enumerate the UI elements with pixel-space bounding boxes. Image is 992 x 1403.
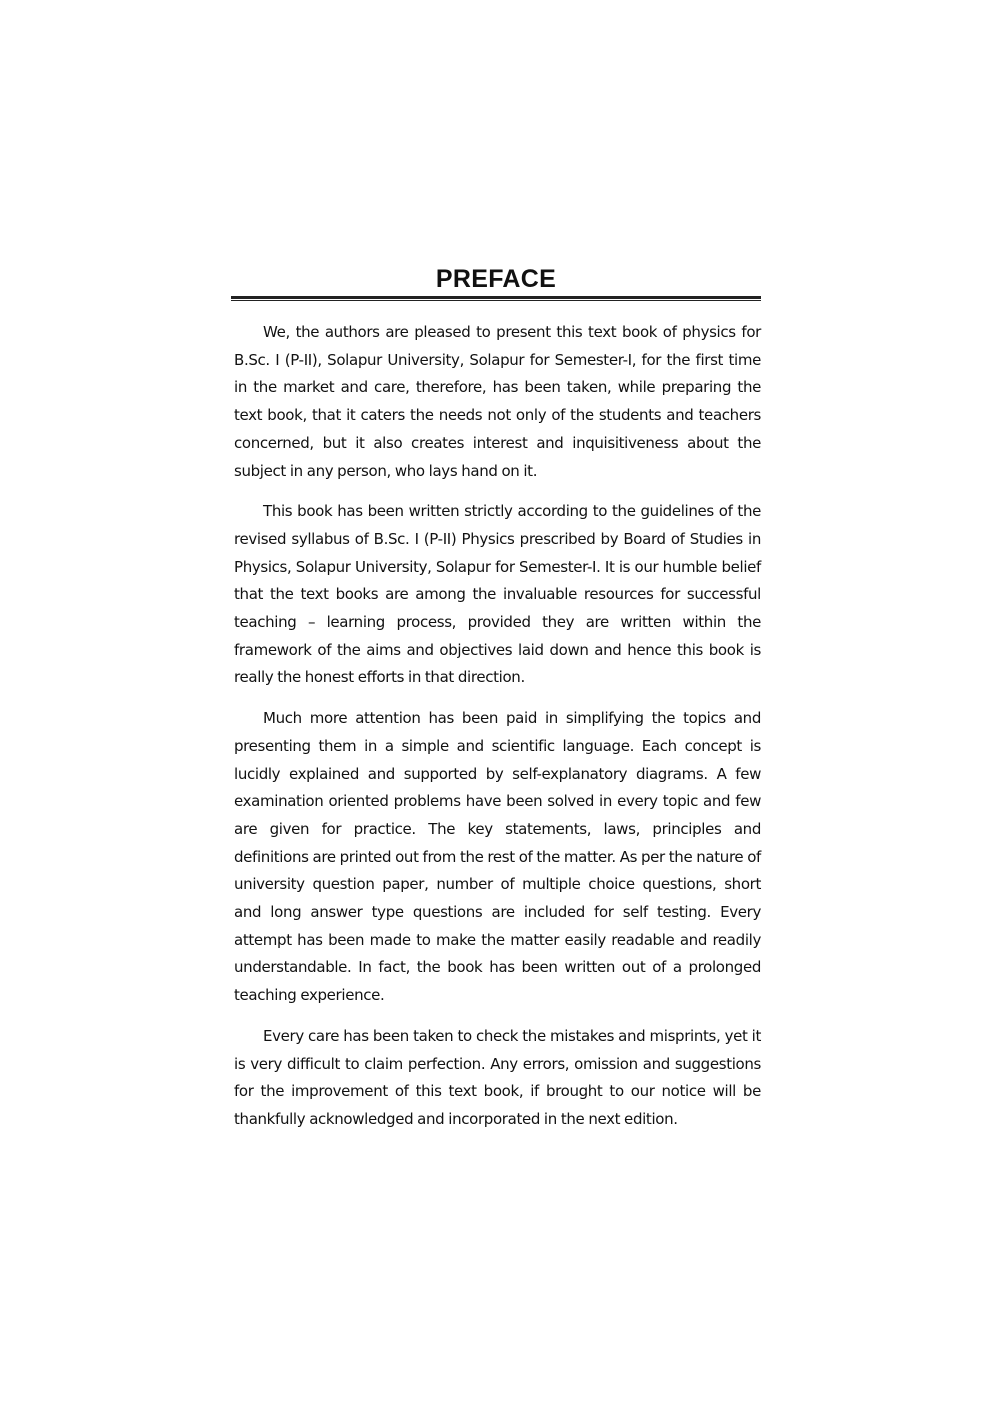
title-underline — [231, 296, 761, 301]
paragraph-3: Much more attention has been paid in simplifying the topics and presenting them in a simple and scientific language. Each concept is lucidly explained and supported by self-explanatory diagrams. A few examination oriented problems have been solved in every topic and few are given for practice. The key statements, laws, principles and definitions are printed out from the rest of the matter. As per the nature of university question paper, number of multiple choice questions, short and long answer type questions are included for self testing. Every attempt has been made to make the matter easily readable and readily understandable. In fact, the book has been written out of a prolonged teaching experience. — [234, 709, 761, 1005]
paragraph-4: Every care has been taken to check the mistakes and misprints, yet it is very difficult to claim perfection. Any errors, omission and suggestions for the improvement of this text book, if brought to our notice will be thankfully acknowledged and incorporated in the next edition. — [234, 1026, 761, 1128]
page-title: PREFACE — [435, 265, 557, 293]
preface-page — [231, 262, 761, 1147]
preface-body — [231, 319, 761, 1134]
paragraph-2: This book has been written strictly according to the guidelines of the revised syllabus of B.Sc. I (P-II) Physics prescribed by Board of Studies in Physics, Solapur University, Solapur for Semester-I. It is our humble belief that the text books are among the invaluable resources for successful teaching – learning process, provided they are written within the framework of the aims and objectives laid down and hence this book is really the honest efforts in that direction. — [234, 502, 761, 687]
paragraph-1: We, the authors are pleased to present this text book of physics for B.Sc. I (P-II), Solapur University, Solapur for Semester-I, for the first time in the market and care, therefore, has been taken, while preparing the text book, that it caters the needs not only of the students and teachers concerned, but it also creates interest and inquisitiveness about the subject in any person, who lays hand on it. — [234, 323, 761, 480]
